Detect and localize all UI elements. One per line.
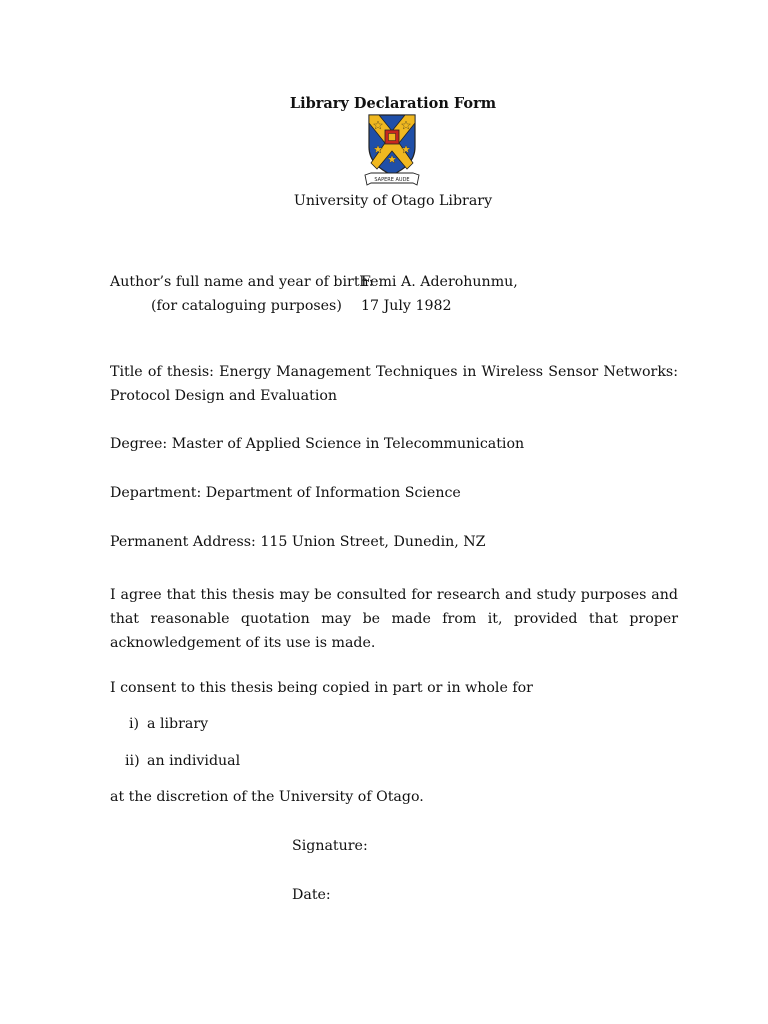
crest-motto: SAPERE AUDE: [374, 177, 410, 184]
author-label: Author’s full name and year of birth:: [110, 274, 374, 290]
degree: Degree: Master of Applied Science in Telecommunication: [110, 436, 525, 452]
institution-name: University of Otago Library: [293, 193, 493, 209]
signature-label: Signature:: [292, 838, 368, 854]
author-birth-date: 17 July 1982: [361, 298, 452, 314]
list-item: an individual: [147, 753, 241, 769]
consent-intro: I consent to this thesis being copied in part or in whole for: [110, 680, 533, 696]
university-crest-icon: [363, 113, 421, 187]
list-item: a library: [147, 716, 209, 732]
agreement-paragraph: I agree that this thesis may be consulted for research and study purposes and that reasonable quotation may be made from it, provided that proper acknowledgement of its use is made.: [110, 587, 678, 651]
permanent-address: Permanent Address: 115 Union Street, Dunedin, NZ: [110, 534, 486, 550]
author-name: Femi A. Aderohunmu,: [361, 274, 518, 290]
thesis-title: Title of thesis: Energy Management Techniques in Wireless Sensor Networks: Protocol Design and Evaluation: [110, 364, 678, 404]
author-sublabel: (for cataloguing purposes): [151, 298, 342, 314]
list-item-marker: ii): [125, 753, 140, 769]
discretion-note: at the discretion of the University of Otago.: [110, 789, 424, 805]
form-title: Library Declaration Form: [289, 95, 497, 112]
date-label: Date:: [292, 887, 331, 903]
department: Department: Department of Information Science: [110, 485, 461, 501]
list-item-marker: i): [129, 716, 140, 732]
